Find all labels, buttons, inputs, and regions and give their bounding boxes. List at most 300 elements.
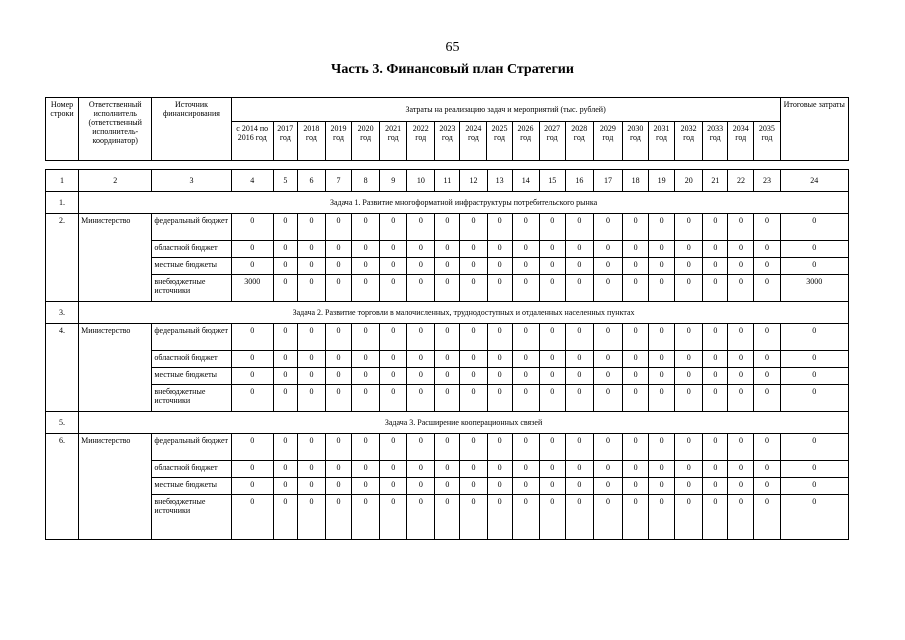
value-cell: 0 bbox=[325, 434, 351, 461]
value-cell: 0 bbox=[649, 478, 675, 495]
value-cell: 0 bbox=[380, 275, 407, 302]
value-cell: 0 bbox=[703, 351, 728, 368]
column-number: 13 bbox=[487, 170, 512, 192]
value-cell: 0 bbox=[623, 495, 649, 540]
value-cell: 0 bbox=[297, 461, 325, 478]
financial-plan-header bbox=[45, 97, 849, 161]
value-cell: 0 bbox=[539, 478, 565, 495]
source-cell: внебюджетные источники bbox=[152, 275, 231, 302]
value-cell: 0 bbox=[352, 434, 380, 461]
value-cell: 0 bbox=[565, 241, 593, 258]
value-cell: 0 bbox=[325, 368, 351, 385]
source-cell: областной бюджет bbox=[152, 461, 231, 478]
value-cell: 0 bbox=[297, 368, 325, 385]
value-cell: 0 bbox=[407, 385, 435, 412]
value-cell: 0 bbox=[407, 434, 435, 461]
value-cell: 0 bbox=[728, 258, 754, 275]
total-cell: 0 bbox=[780, 461, 848, 478]
source-cell: областной бюджет bbox=[152, 351, 231, 368]
value-cell: 0 bbox=[649, 368, 675, 385]
header-year: с 2014 по 2016 год bbox=[231, 122, 273, 161]
value-cell: 0 bbox=[754, 351, 780, 368]
header-year: 2032 год bbox=[675, 122, 703, 161]
column-number: 16 bbox=[565, 170, 593, 192]
value-cell: 0 bbox=[754, 495, 780, 540]
value-cell: 0 bbox=[565, 461, 593, 478]
value-cell: 0 bbox=[407, 258, 435, 275]
column-number: 23 bbox=[754, 170, 780, 192]
value-cell: 0 bbox=[754, 275, 780, 302]
value-cell: 0 bbox=[593, 214, 622, 241]
value-cell: 0 bbox=[593, 385, 622, 412]
value-cell: 0 bbox=[675, 214, 703, 241]
column-number: 7 bbox=[325, 170, 351, 192]
value-cell: 0 bbox=[565, 214, 593, 241]
value-cell: 0 bbox=[512, 368, 539, 385]
source-cell: внебюджетные источники bbox=[152, 495, 231, 540]
value-cell: 0 bbox=[675, 434, 703, 461]
value-cell: 0 bbox=[435, 434, 460, 461]
header-year: 2030 год bbox=[622, 122, 648, 161]
value-cell: 0 bbox=[565, 434, 593, 461]
value-cell: 0 bbox=[754, 385, 780, 412]
value-cell: 0 bbox=[703, 434, 728, 461]
value-cell: 0 bbox=[297, 478, 325, 495]
value-cell: 0 bbox=[380, 368, 407, 385]
column-number: 11 bbox=[435, 170, 460, 192]
value-cell: 0 bbox=[649, 241, 675, 258]
value-cell: 0 bbox=[512, 214, 539, 241]
header-year: 2026 год bbox=[512, 122, 539, 161]
value-cell: 0 bbox=[728, 461, 754, 478]
value-cell: 0 bbox=[754, 368, 780, 385]
value-cell: 0 bbox=[231, 258, 273, 275]
value-cell: 0 bbox=[675, 495, 703, 540]
value-cell: 0 bbox=[460, 324, 487, 351]
value-cell: 0 bbox=[380, 495, 407, 540]
row-number: 6. bbox=[46, 434, 79, 540]
value-cell: 0 bbox=[380, 241, 407, 258]
value-cell: 0 bbox=[231, 461, 273, 478]
value-cell: 0 bbox=[512, 258, 539, 275]
task-title: Задача 3. Расширение кооперационных связей bbox=[79, 412, 849, 434]
value-cell: 0 bbox=[325, 461, 351, 478]
value-cell: 0 bbox=[231, 478, 273, 495]
table-row bbox=[46, 351, 849, 368]
task-row bbox=[46, 192, 849, 214]
value-cell: 0 bbox=[675, 385, 703, 412]
value-cell: 0 bbox=[407, 324, 435, 351]
value-cell: 0 bbox=[231, 495, 273, 540]
task-title: Задача 2. Развитие торговли в малочисленных, труднодоступных и отдаленных населенных пунктах bbox=[79, 302, 849, 324]
value-cell: 0 bbox=[675, 275, 703, 302]
value-cell: 0 bbox=[512, 324, 539, 351]
value-cell: 0 bbox=[297, 495, 325, 540]
header-source: Источник финансирования bbox=[152, 98, 231, 161]
value-cell: 0 bbox=[325, 275, 351, 302]
value-cell: 0 bbox=[675, 368, 703, 385]
value-cell: 0 bbox=[380, 324, 407, 351]
column-number: 12 bbox=[460, 170, 487, 192]
value-cell: 0 bbox=[325, 495, 351, 540]
value-cell: 0 bbox=[623, 478, 649, 495]
value-cell: 0 bbox=[273, 258, 297, 275]
value-cell: 0 bbox=[380, 461, 407, 478]
value-cell: 0 bbox=[565, 258, 593, 275]
value-cell: 0 bbox=[352, 214, 380, 241]
value-cell: 0 bbox=[435, 214, 460, 241]
value-cell: 0 bbox=[380, 434, 407, 461]
value-cell: 0 bbox=[380, 478, 407, 495]
value-cell: 0 bbox=[675, 324, 703, 351]
total-cell: 0 bbox=[780, 385, 848, 412]
value-cell: 0 bbox=[512, 478, 539, 495]
value-cell: 0 bbox=[407, 351, 435, 368]
value-cell: 0 bbox=[352, 478, 380, 495]
value-cell: 0 bbox=[352, 258, 380, 275]
value-cell: 0 bbox=[231, 214, 273, 241]
value-cell: 0 bbox=[460, 478, 487, 495]
value-cell: 0 bbox=[703, 461, 728, 478]
value-cell: 0 bbox=[565, 478, 593, 495]
value-cell: 0 bbox=[407, 275, 435, 302]
column-number: 5 bbox=[273, 170, 297, 192]
value-cell: 0 bbox=[703, 478, 728, 495]
value-cell: 0 bbox=[487, 385, 512, 412]
value-cell: 0 bbox=[380, 214, 407, 241]
value-cell: 0 bbox=[728, 478, 754, 495]
value-cell: 0 bbox=[460, 385, 487, 412]
value-cell: 0 bbox=[325, 385, 351, 412]
column-number: 4 bbox=[231, 170, 273, 192]
value-cell: 0 bbox=[460, 351, 487, 368]
task-row bbox=[46, 412, 849, 434]
header-total: Итоговые затраты bbox=[780, 98, 848, 161]
value-cell: 0 bbox=[435, 495, 460, 540]
value-cell: 0 bbox=[728, 385, 754, 412]
value-cell: 0 bbox=[407, 495, 435, 540]
column-number: 8 bbox=[352, 170, 380, 192]
column-number: 6 bbox=[297, 170, 325, 192]
value-cell: 0 bbox=[460, 214, 487, 241]
value-cell: 0 bbox=[623, 461, 649, 478]
value-cell: 0 bbox=[593, 275, 622, 302]
value-cell: 0 bbox=[675, 241, 703, 258]
value-cell: 0 bbox=[703, 495, 728, 540]
table-row bbox=[46, 478, 849, 495]
value-cell: 0 bbox=[565, 275, 593, 302]
column-number: 18 bbox=[623, 170, 649, 192]
value-cell: 0 bbox=[512, 351, 539, 368]
value-cell: 0 bbox=[460, 258, 487, 275]
value-cell: 0 bbox=[435, 368, 460, 385]
table-row bbox=[46, 495, 849, 540]
value-cell: 0 bbox=[297, 434, 325, 461]
source-cell: местные бюджеты bbox=[152, 368, 231, 385]
header-year: 2021 год bbox=[380, 122, 407, 161]
value-cell: 0 bbox=[675, 461, 703, 478]
value-cell: 0 bbox=[231, 351, 273, 368]
header-executor: Ответственный исполнитель (ответственный исполнитель-координатор) bbox=[79, 98, 152, 161]
value-cell: 0 bbox=[593, 324, 622, 351]
table-row bbox=[46, 434, 849, 461]
value-cell: 0 bbox=[754, 241, 780, 258]
column-numbers-row bbox=[46, 170, 849, 192]
value-cell: 0 bbox=[728, 324, 754, 351]
value-cell: 0 bbox=[565, 351, 593, 368]
value-cell: 0 bbox=[703, 385, 728, 412]
value-cell: 0 bbox=[703, 275, 728, 302]
value-cell: 0 bbox=[352, 351, 380, 368]
value-cell: 0 bbox=[593, 461, 622, 478]
value-cell: 0 bbox=[649, 258, 675, 275]
value-cell: 0 bbox=[539, 275, 565, 302]
value-cell: 0 bbox=[512, 241, 539, 258]
value-cell: 0 bbox=[728, 214, 754, 241]
value-cell: 0 bbox=[623, 351, 649, 368]
value-cell: 0 bbox=[593, 241, 622, 258]
column-number: 14 bbox=[512, 170, 539, 192]
value-cell: 0 bbox=[593, 478, 622, 495]
value-cell: 0 bbox=[352, 324, 380, 351]
value-cell: 0 bbox=[460, 434, 487, 461]
value-cell: 0 bbox=[352, 368, 380, 385]
table-row bbox=[46, 275, 849, 302]
value-cell: 0 bbox=[649, 385, 675, 412]
value-cell: 0 bbox=[754, 461, 780, 478]
value-cell: 0 bbox=[325, 351, 351, 368]
total-cell: 0 bbox=[780, 214, 848, 241]
value-cell: 0 bbox=[435, 385, 460, 412]
column-number: 19 bbox=[649, 170, 675, 192]
header-year: 2022 год bbox=[407, 122, 435, 161]
value-cell: 0 bbox=[460, 275, 487, 302]
value-cell: 0 bbox=[565, 368, 593, 385]
value-cell: 3000 bbox=[231, 275, 273, 302]
value-cell: 0 bbox=[487, 258, 512, 275]
value-cell: 0 bbox=[435, 324, 460, 351]
value-cell: 0 bbox=[352, 241, 380, 258]
table-row bbox=[46, 368, 849, 385]
value-cell: 0 bbox=[539, 214, 565, 241]
value-cell: 0 bbox=[728, 275, 754, 302]
source-cell: областной бюджет bbox=[152, 241, 231, 258]
executor-cell: Министерство bbox=[79, 324, 152, 412]
value-cell: 0 bbox=[407, 461, 435, 478]
value-cell: 0 bbox=[380, 385, 407, 412]
value-cell: 0 bbox=[231, 368, 273, 385]
value-cell: 0 bbox=[407, 368, 435, 385]
value-cell: 0 bbox=[623, 368, 649, 385]
financial-plan-body bbox=[45, 169, 849, 540]
value-cell: 0 bbox=[649, 275, 675, 302]
value-cell: 0 bbox=[297, 214, 325, 241]
value-cell: 0 bbox=[728, 368, 754, 385]
header-year: 2035 год bbox=[754, 122, 780, 161]
value-cell: 0 bbox=[754, 324, 780, 351]
value-cell: 0 bbox=[297, 385, 325, 412]
header-year: 2033 год bbox=[703, 122, 728, 161]
value-cell: 0 bbox=[703, 324, 728, 351]
column-number: 24 bbox=[780, 170, 848, 192]
value-cell: 0 bbox=[231, 385, 273, 412]
header-year: 2020 год bbox=[352, 122, 380, 161]
value-cell: 0 bbox=[435, 241, 460, 258]
value-cell: 0 bbox=[512, 495, 539, 540]
value-cell: 0 bbox=[435, 351, 460, 368]
value-cell: 0 bbox=[273, 324, 297, 351]
total-cell: 0 bbox=[780, 351, 848, 368]
total-cell: 3000 bbox=[780, 275, 848, 302]
value-cell: 0 bbox=[487, 324, 512, 351]
task-row bbox=[46, 302, 849, 324]
value-cell: 0 bbox=[273, 434, 297, 461]
value-cell: 0 bbox=[273, 368, 297, 385]
value-cell: 0 bbox=[728, 495, 754, 540]
total-cell: 0 bbox=[780, 478, 848, 495]
task-number: 5. bbox=[46, 412, 79, 434]
value-cell: 0 bbox=[380, 258, 407, 275]
header-year: 2018 год bbox=[297, 122, 325, 161]
column-number: 3 bbox=[152, 170, 231, 192]
total-cell: 0 bbox=[780, 258, 848, 275]
table-row bbox=[46, 385, 849, 412]
row-number: 2. bbox=[46, 214, 79, 302]
source-cell: федеральный бюджет bbox=[152, 434, 231, 461]
value-cell: 0 bbox=[728, 434, 754, 461]
value-cell: 0 bbox=[460, 461, 487, 478]
value-cell: 0 bbox=[623, 258, 649, 275]
value-cell: 0 bbox=[623, 214, 649, 241]
column-number: 21 bbox=[703, 170, 728, 192]
value-cell: 0 bbox=[623, 324, 649, 351]
value-cell: 0 bbox=[703, 241, 728, 258]
task-title: Задача 1. Развитие многоформатной инфраструктуры потребительского рынка bbox=[79, 192, 849, 214]
value-cell: 0 bbox=[539, 461, 565, 478]
column-number: 2 bbox=[79, 170, 152, 192]
value-cell: 0 bbox=[487, 478, 512, 495]
executor-cell: Министерство bbox=[79, 214, 152, 302]
value-cell: 0 bbox=[649, 495, 675, 540]
value-cell: 0 bbox=[539, 258, 565, 275]
column-number: 10 bbox=[407, 170, 435, 192]
value-cell: 0 bbox=[728, 241, 754, 258]
value-cell: 0 bbox=[675, 258, 703, 275]
value-cell: 0 bbox=[754, 434, 780, 461]
value-cell: 0 bbox=[297, 351, 325, 368]
value-cell: 0 bbox=[649, 351, 675, 368]
value-cell: 0 bbox=[593, 495, 622, 540]
value-cell: 0 bbox=[675, 478, 703, 495]
value-cell: 0 bbox=[539, 368, 565, 385]
column-number: 9 bbox=[380, 170, 407, 192]
task-number: 1. bbox=[46, 192, 79, 214]
value-cell: 0 bbox=[512, 385, 539, 412]
value-cell: 0 bbox=[273, 351, 297, 368]
page-number: 65 bbox=[445, 40, 460, 55]
value-cell: 0 bbox=[539, 434, 565, 461]
table-row bbox=[46, 258, 849, 275]
value-cell: 0 bbox=[512, 434, 539, 461]
source-cell: внебюджетные источники bbox=[152, 385, 231, 412]
value-cell: 0 bbox=[487, 434, 512, 461]
value-cell: 0 bbox=[325, 324, 351, 351]
total-cell: 0 bbox=[780, 495, 848, 540]
header-year: 2031 год bbox=[648, 122, 674, 161]
column-number: 1 bbox=[46, 170, 79, 192]
value-cell: 0 bbox=[539, 351, 565, 368]
table-row bbox=[46, 324, 849, 351]
source-cell: местные бюджеты bbox=[152, 258, 231, 275]
value-cell: 0 bbox=[487, 461, 512, 478]
value-cell: 0 bbox=[407, 214, 435, 241]
value-cell: 0 bbox=[231, 324, 273, 351]
header-year: 2017 год bbox=[273, 122, 297, 161]
value-cell: 0 bbox=[487, 495, 512, 540]
value-cell: 0 bbox=[703, 258, 728, 275]
value-cell: 0 bbox=[325, 241, 351, 258]
value-cell: 0 bbox=[435, 478, 460, 495]
value-cell: 0 bbox=[649, 434, 675, 461]
value-cell: 0 bbox=[407, 241, 435, 258]
column-number: 15 bbox=[539, 170, 565, 192]
header-year: 2024 год bbox=[460, 122, 487, 161]
value-cell: 0 bbox=[623, 241, 649, 258]
value-cell: 0 bbox=[325, 258, 351, 275]
table-row bbox=[46, 461, 849, 478]
value-cell: 0 bbox=[593, 368, 622, 385]
header-year: 2019 год bbox=[325, 122, 351, 161]
value-cell: 0 bbox=[703, 214, 728, 241]
value-cell: 0 bbox=[297, 324, 325, 351]
total-cell: 0 bbox=[780, 324, 848, 351]
value-cell: 0 bbox=[487, 214, 512, 241]
header-year: 2034 год bbox=[728, 122, 754, 161]
value-cell: 0 bbox=[273, 478, 297, 495]
executor-cell: Министерство bbox=[79, 434, 152, 540]
value-cell: 0 bbox=[407, 478, 435, 495]
value-cell: 0 bbox=[649, 214, 675, 241]
value-cell: 0 bbox=[352, 275, 380, 302]
source-cell: федеральный бюджет bbox=[152, 324, 231, 351]
header-year: 2023 год bbox=[435, 122, 460, 161]
value-cell: 0 bbox=[675, 351, 703, 368]
source-cell: федеральный бюджет bbox=[152, 214, 231, 241]
value-cell: 0 bbox=[623, 275, 649, 302]
table-row bbox=[46, 241, 849, 258]
total-cell: 0 bbox=[780, 434, 848, 461]
value-cell: 0 bbox=[273, 214, 297, 241]
header-row-number: Номер строки bbox=[46, 98, 79, 161]
source-cell: местные бюджеты bbox=[152, 478, 231, 495]
task-number: 3. bbox=[46, 302, 79, 324]
value-cell: 0 bbox=[754, 258, 780, 275]
value-cell: 0 bbox=[273, 495, 297, 540]
header-year: 2027 год bbox=[539, 122, 565, 161]
value-cell: 0 bbox=[593, 434, 622, 461]
value-cell: 0 bbox=[297, 241, 325, 258]
value-cell: 0 bbox=[297, 275, 325, 302]
value-cell: 0 bbox=[273, 461, 297, 478]
value-cell: 0 bbox=[231, 434, 273, 461]
value-cell: 0 bbox=[352, 461, 380, 478]
value-cell: 0 bbox=[273, 241, 297, 258]
value-cell: 0 bbox=[325, 478, 351, 495]
value-cell: 0 bbox=[649, 461, 675, 478]
value-cell: 0 bbox=[593, 351, 622, 368]
header-year: 2029 год bbox=[593, 122, 622, 161]
value-cell: 0 bbox=[539, 385, 565, 412]
